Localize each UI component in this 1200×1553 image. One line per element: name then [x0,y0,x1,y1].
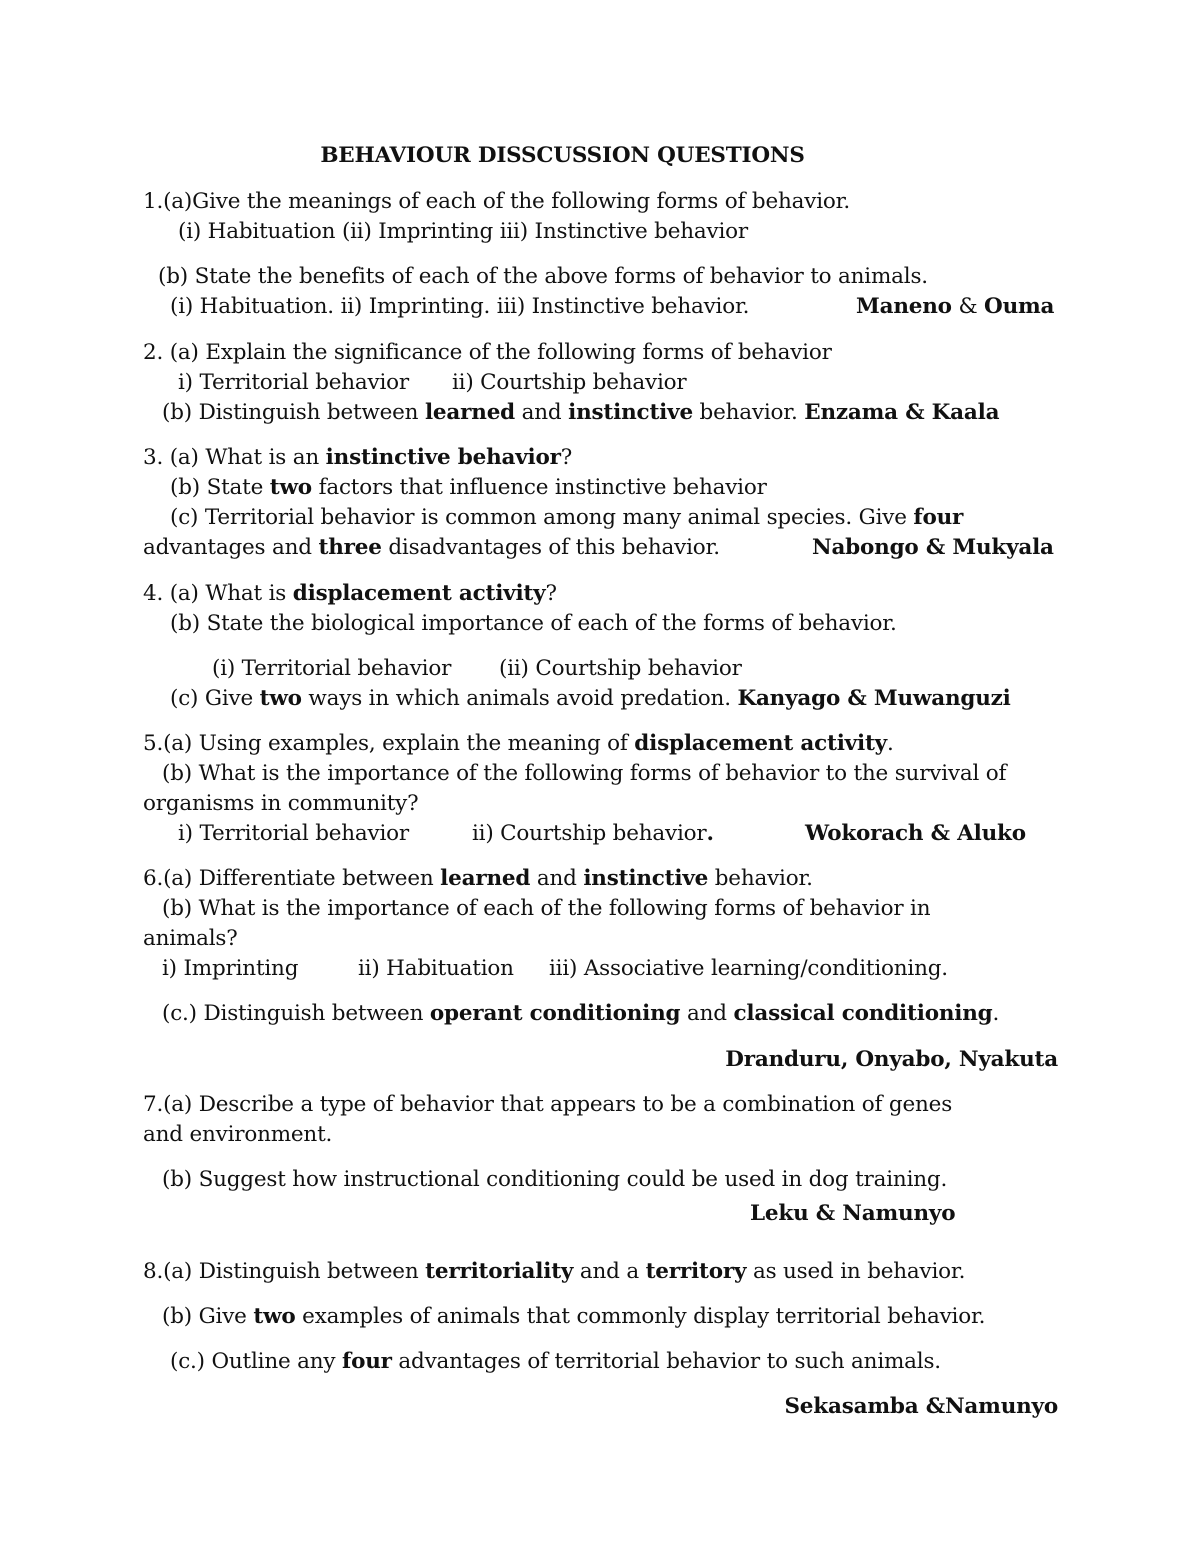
q5-item2 [472,821,714,847]
q8-part-c [170,1349,941,1375]
q3-b-post: factors that influence instinctive behavior [311,475,767,500]
q3-c-text: (c) Territorial behavior is common among many animal species. Give [170,505,914,530]
q7-authors [750,1201,955,1227]
q8-b-text: (b) Give [162,1304,254,1329]
q6-item1: i) Imprinting [162,956,299,981]
q1-author2: Ouma [984,294,1055,319]
q7-part-a: 7.(a) Describe a type of behavior that appears to be a combination of genes [143,1092,953,1117]
q8-a-mid: and a [573,1259,646,1284]
q5-part-b: (b) What is the importance of the following forms of behavior to the survival of [162,761,1007,786]
q6-part-c [162,1001,999,1027]
q6-c-bold1: operant conditioning [429,1001,681,1026]
q8-a-text: 8.(a) Distinguish between [143,1259,426,1284]
q2-authors: Enzama & Kaala [804,400,1000,425]
q5-authors [805,821,1026,847]
q5-authors-text: Wokorach & Aluko [805,821,1026,846]
q8-c-post: advantages of territorial behavior to such animals. [391,1349,941,1374]
q3-authors-text: Nabongo & Mukyala [812,535,1054,560]
q4-part-c [170,686,1011,712]
q6-a-post: behavior. [708,866,813,891]
q3-a-bold: instinctive behavior [325,445,561,470]
q8-a-post: as used in behavior. [746,1259,966,1284]
q3-c2-text: advantages and [143,535,319,560]
q2-b-mid: and [515,400,569,425]
q8-b-bold: two [253,1304,296,1329]
q3-c2-bold: three [318,535,382,560]
q4-part-a [143,581,557,607]
q6-c-text: (c.) Distinguish between [162,1001,430,1026]
q7-part-a-cont: and environment. [143,1122,333,1147]
q5-part-b-cont: organisms in community? [143,791,419,816]
q1-b-items: (i) Habituation. ii) Imprinting. iii) Instinctive behavior. [170,294,750,319]
q4-part-b: (b) State the biological importance of each of the forms of behavior. [170,611,897,636]
q4-item2: (ii) Courtship behavior [499,656,742,681]
q8-c-bold: four [342,1349,392,1374]
q5-item1: i) Territorial behavior [178,821,409,846]
q3-part-c-cont [143,535,720,561]
q3-part-c [170,505,963,531]
q2-b-bold2: instinctive [568,400,693,425]
q4-c-post: ways in which animals avoid predation. [301,686,738,711]
q2-item1: i) Territorial behavior [178,370,409,395]
q7-authors-text: Leku & Namunyo [750,1201,956,1226]
q2-item2: ii) Courtship behavior [452,370,687,395]
q1-author1: Maneno [856,294,952,319]
q6-item2: ii) Habituation [358,956,514,981]
q1-a-items: (i) Habituation (ii) Imprinting iii) Instinctive behavior [178,219,748,244]
q5-a-bold: displacement activity [634,731,887,756]
q3-part-a [143,445,572,471]
q6-c-bold2: classical conditioning [733,1001,993,1026]
q5-a-text: 5.(a) Using examples, explain the meaning of [143,731,635,756]
q6-a-mid: and [530,866,584,891]
q7-part-b: (b) Suggest how instructional conditioning could be used in dog training. [162,1167,948,1192]
q6-a-bold2: instinctive [583,866,709,891]
q4-a-bold: displacement activity [292,581,546,606]
q4-a-post: ? [545,581,557,606]
q4-item1: (i) Territorial behavior [212,656,452,681]
q1-part-a: 1.(a)Give the meanings of each of the following forms of behavior. [143,189,850,214]
q5-item2-text: ii) Courtship behavior [472,821,707,846]
q6-item3: iii) Associative learning/conditioning. [549,956,948,981]
q2-b-bold1: learned [424,400,516,425]
q5-item2-period: . [706,821,714,846]
q3-authors [812,535,1054,561]
q1-amp: & [958,294,978,319]
q8-c-text: (c.) Outline any [170,1349,343,1374]
page-title: BEHAVIOUR DISSCUSSION QUESTIONS [320,143,805,168]
q3-a-post: ? [560,445,573,470]
q4-c-bold: two [259,686,302,711]
q3-a-text: 3. (a) What is an [143,445,326,470]
q6-authors [725,1047,1058,1073]
q8-authors [784,1394,1058,1420]
q4-a-text: 4. (a) What is [143,581,293,606]
q5-a-post: . [886,731,894,756]
q6-part-b-cont: animals? [143,926,238,951]
q8-authors-text: Sekasamba &Namunyo [784,1394,1058,1419]
q6-a-text: 6.(a) Differentiate between [143,866,441,891]
q8-b-post: examples of animals that commonly display territorial behavior. [295,1304,986,1329]
q4-authors: Kanyago & Muwanguzi [737,686,1011,711]
q6-a-bold1: learned [440,866,531,891]
q2-b-text: (b) Distinguish between [162,400,425,425]
q3-b-text: (b) State [170,475,270,500]
q6-authors-text: Dranduru, Onyabo, Nyakuta [725,1047,1058,1072]
q4-c-text: (c) Give [170,686,260,711]
q3-b-bold: two [269,475,312,500]
q8-part-a [143,1259,965,1285]
q6-c-post: . [992,1001,1000,1026]
q1-part-b: (b) State the benefits of each of the above forms of behavior to animals. [158,264,928,289]
q6-part-a [143,866,813,892]
q2-part-a: 2. (a) Explain the significance of the following forms of behavior [143,340,832,365]
q6-part-b: (b) What is the importance of each of the following forms of behavior in [162,896,931,921]
q2-b-post: behavior. [692,400,805,425]
q1-authors [856,294,1054,320]
q8-a-bold2: territory [645,1259,747,1284]
q3-c2-post: disadvantages of this behavior. [381,535,720,560]
q8-part-b [162,1304,985,1330]
q2-part-b [162,400,999,426]
q6-c-mid: and [680,1001,734,1026]
q3-c-bold: four [913,505,964,530]
q8-a-bold1: territoriality [425,1259,574,1284]
q3-part-b [170,475,767,501]
q5-part-a [143,731,894,757]
